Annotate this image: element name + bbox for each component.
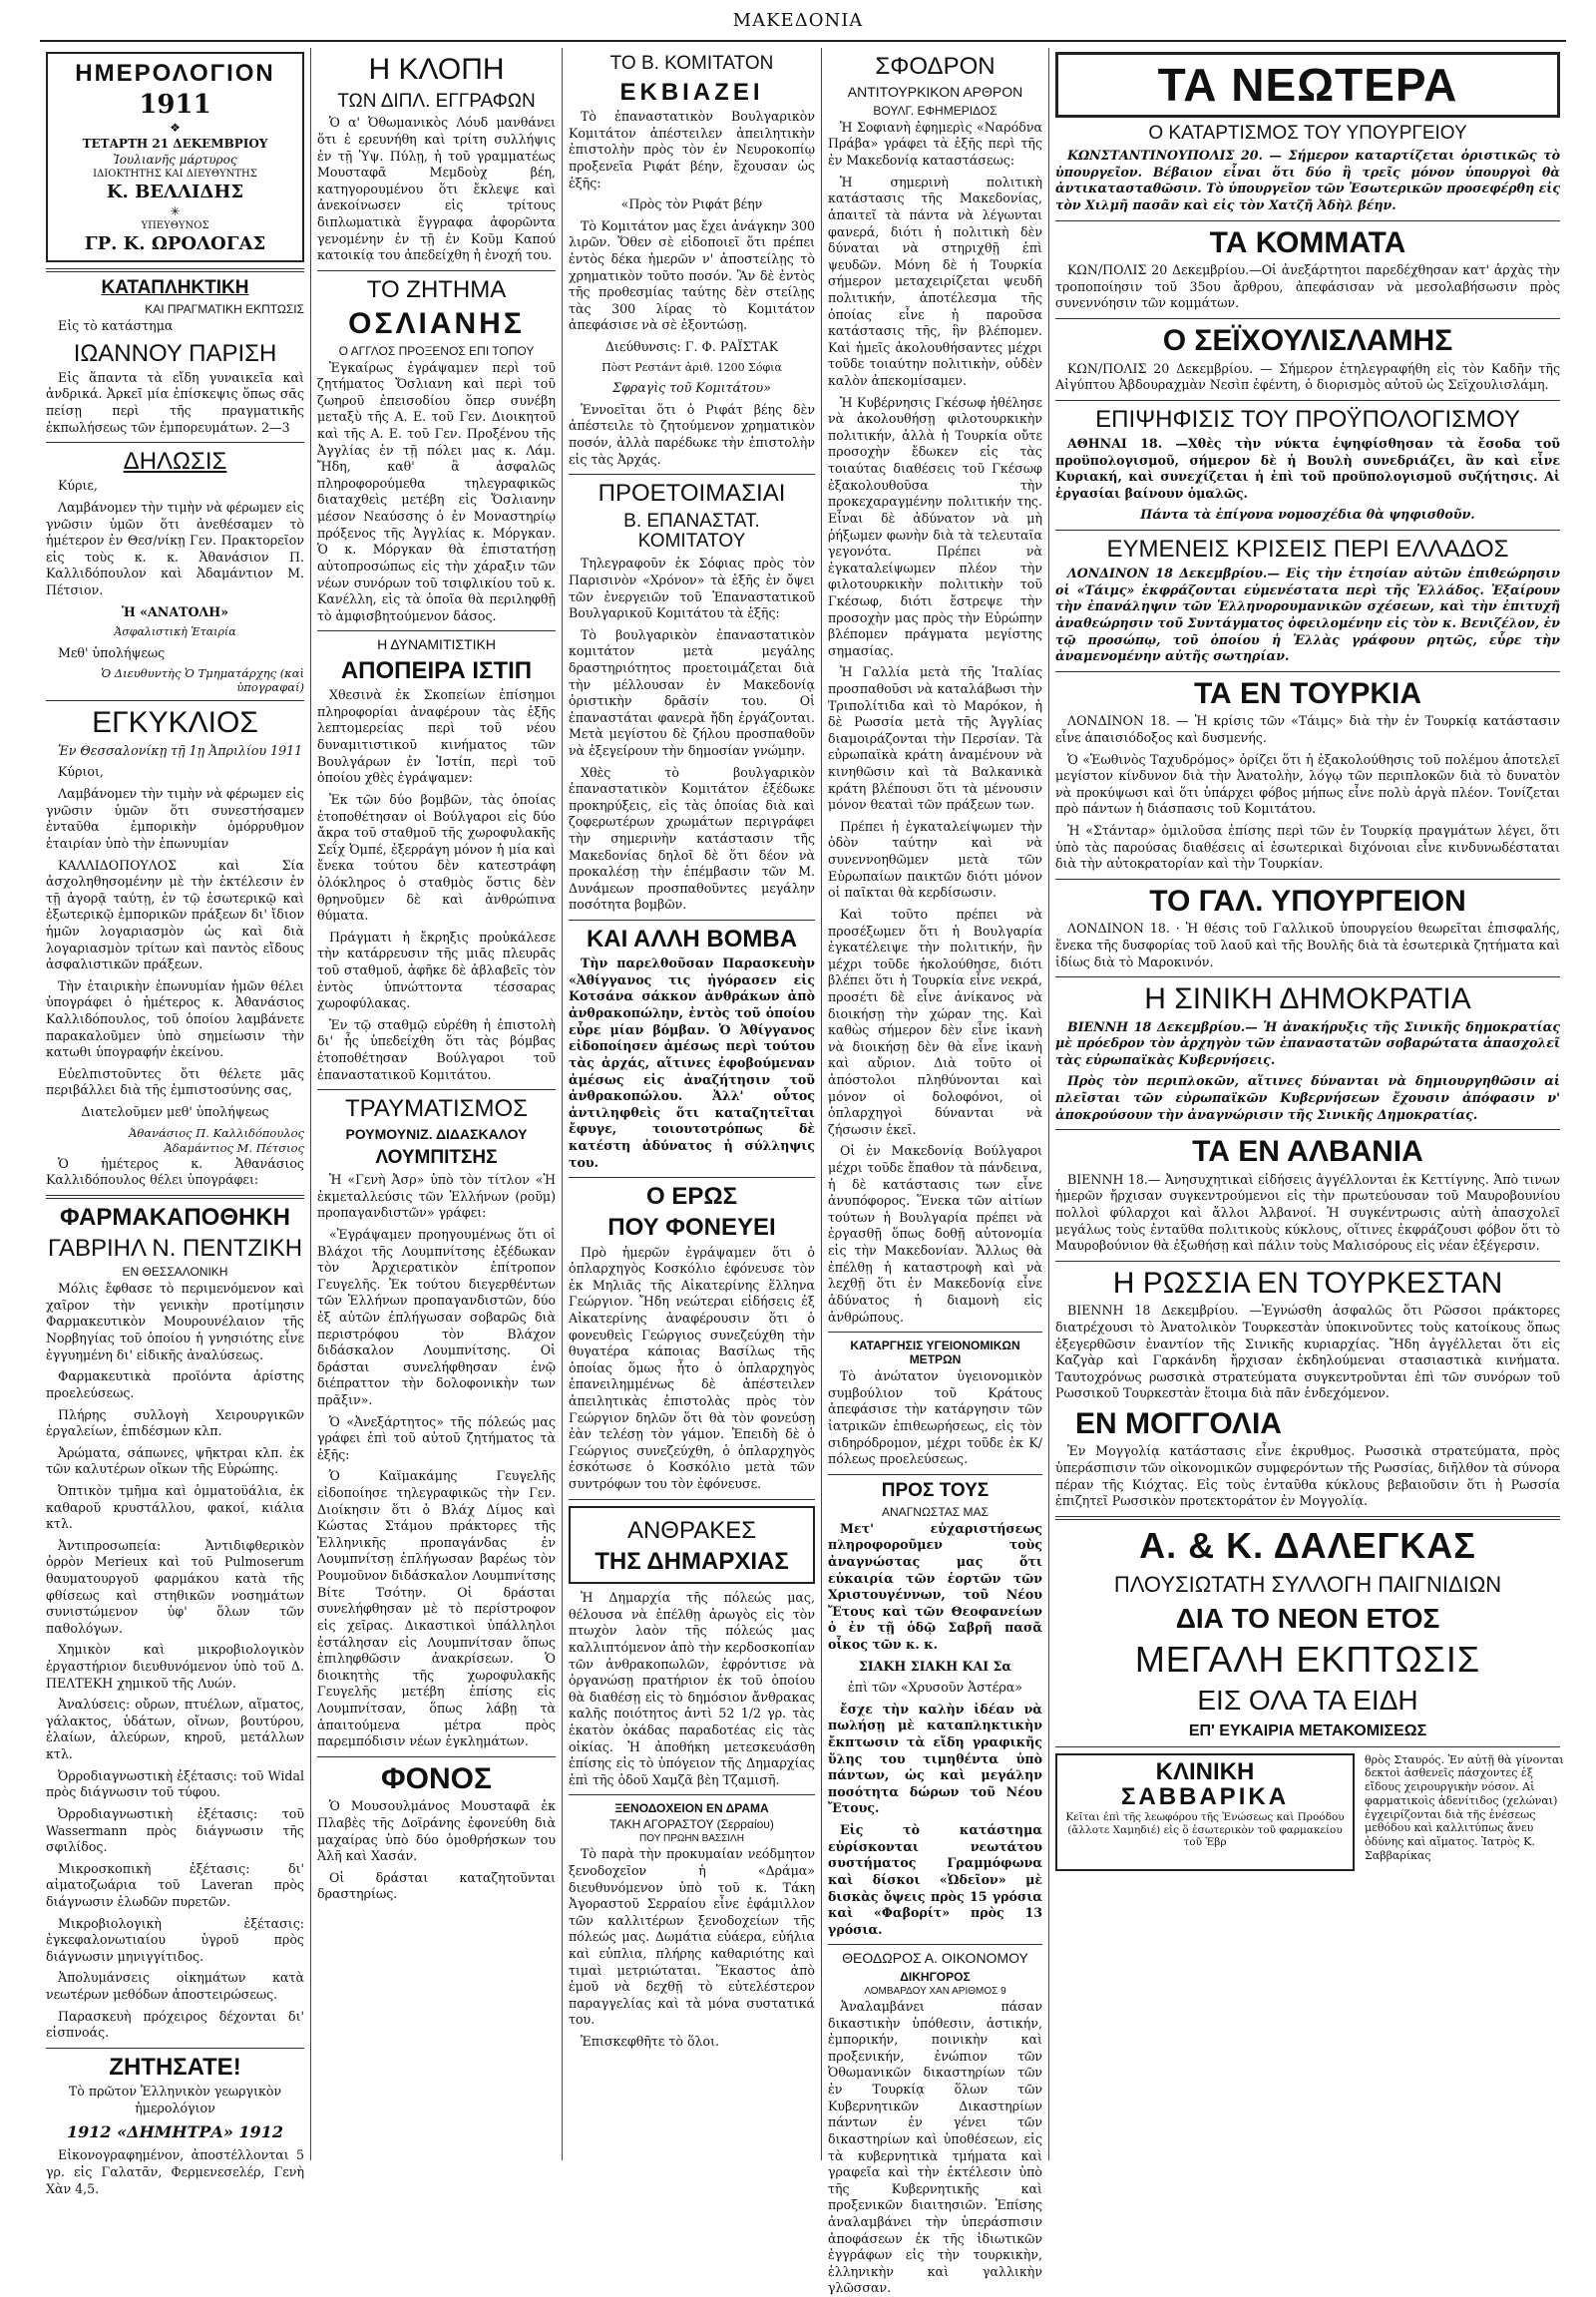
injury-text: Ἡ «Γενὴ Ἀσρ» ὑπὸ τὸν τίτλον «Ἡ ἐκμεταλλεύσις τῶν Ἑλλήνων (ροῦμ) προπαγανδιστῶν» γράφει: [317,1172,556,1221]
ask-title: 1912 «ΔΗΜΗΤΡΑ» 1912 [67,2122,283,2142]
sale-text: Εἰς ἅπαντα τὰ εἴδη γυναικεῖα καὶ ἀνδρικά. Ἀρκεῖ μία ἐπίσκεψις ὅπως σᾶς πείσῃ περὶ τῆς πραγματικῆς ἐκπωλήσεως τῶν ἐμπορευμάτων. 2—3 [46,369,304,435]
divider [46,268,304,272]
pharmacy-text: Φαρμακευτικὰ προϊόντα ἀρίστης προελεύσεως. [46,1368,304,1400]
greece-headline: ΕΥΜΕΝΕΙΣ ΚΡΙΣΕΙΣ ΠΕΡΙ ΕΛΛΑΔΟΣ [1106,535,1509,563]
bomb-text: Τὴν παρελθοῦσαν Παρασκευὴν «Ἀθίγγανος τις ἠγόρασεν εἰς Κοτσάνα σάκκον ἀνθράκων ἀπὸ ἀνθρακοπώλην, ἐντὸς τοῦ ὁποίου εὗρε μίαν βόμβαν. Ὁ Ἀθίγγανος εἰδοποίησεν ἀμέσως περὶ τούτου τὰς ἀρχάς, αἵτινες ἐφοβούμεναν ἀμέσως εἰς ἀναζήτησιν τοῦ ἀνθρακοπώλου. Ἀλλ' οὗτος ἀντιληφθεὶς ὅτι καταζητεῖται ἔφυγε, τοιουτοτρόπως δὲ κατέστη ἀδύνατος ἡ σύλληψις του. [569,956,815,1170]
divider [1055,220,1560,221]
readers-subheadline: ΑΝΑΓΝΩΣΤΑΣ ΜΑΣ [882,1504,989,1519]
extortion-text: Διεύθυνσις: Γ. Φ. ΡΑΪΣΤΑΚ [604,339,779,355]
hotel-headline: ΞΕΝΟΔΟΧΕΙΟΝ ΕΝ ΔΡΑΜΑ [614,1801,769,1816]
oslianis-subheadline-2: Ο ΑΓΓΛΟΣ ΠΡΟΞΕΝΟΣ ΕΠΙ ΤΟΠΟΥ [338,343,535,358]
divider [1055,976,1560,977]
preparations-subheadline: Β. ΕΠΑΝΑΣΤΑΤ. ΚΟΜΙΤΑΤΟΥ [623,511,760,553]
pharmacy-text: Πλήρης συλλογὴ Χειρουργικῶν ἐργαλείων, ἐπιδέσμων κλπ. [46,1406,304,1439]
owner-label: ΙΔΙΟΚΤΗΤΗΣ ΚΑΙ ΔΙΕΥΘΥΝΤΗΣ [93,169,257,180]
injury-headline: ΤΡΑΥΜΑΤΙΣΜΟΣ [345,1095,528,1123]
divider [1055,1516,1560,1520]
dynamite-text: Χθεσινὰ ἐκ Σκοπείων ἐπίσημοι πληροφορίαι ἀναφέρουν τὰς ἑξῆς λεπτομερείας περὶ τοῦ νέου δυναμιτιστικοῦ κινήματος τῶν Βουλγάρων ἐν Ἰστίπ, περὶ τοῦ ὁποίου χθὲς ἐγράψαμεν: [317,687,556,786]
french-ministry-headline: ΤΟ ΓΑΛ. ΥΠΟΥΡΓΕΙΟΝ [1149,884,1466,918]
circular-signature: Ἀθανάσιος Π. Καλλιδόπουλος [129,1125,304,1140]
calendar-title: ΗΜΕΡΟΛΟΓΙΟΝ [75,60,275,87]
injury-text: Ὁ «Ἀνεξάρτητος» τῆς πόλεώς μας γράφει ἐπὶ τοῦ αὐτοῦ ζητήματος τὰ ἑξῆς: [317,1413,556,1462]
turkey-text: Ἡ «Στάνταρ» ὁμιλοῦσα ἐπίσης περὶ τῶν ἐν Τουρκίᾳ πραγμάτων λέγει, ὅτι ὑπὸ τὰς παρούσας διαθέσεις αἱ ἐσωτερικαὶ διχόνοιαι εἶνε κινδυνωδέσταται διὰ τὴν αὐτοκρατορίαν καὶ τὴν Τουρκίαν. [1055,822,1560,872]
lawyer-text: Ἀναλαμβάνει πάσαν δικαστικὴν ὑπόθεσιν, ἀστικήν, ἐμπορικήν, ποινικὴν καὶ προξενικήν, ἐνώπιον τῶν Ὀθωμανικῶν δικαστηρίων τῶν ἐν Τουρκίᾳ ὅλων τῶν Κυβερνητικῶν Δικαστηρίων πάντων ἐν γένει τῶν δικαστηρίων καὶ ὑποθέσεων, εἰς τὰ κυβερνητικὰ τμήματα καὶ γραφεῖα καὶ τὴν ἐκτέλεσιν ὑπὸ τῆς Κυβερνητικῆς καὶ προξενικῶν διαιτησιῶν. Ἐπίσης ἀναλαμβάνει τὴν ὑπεράσπισιν ἀποφάσεων ἐκ τῆς ἰδιωτικῶν ἐγγράφων εἰς τὴν τουρκικὴν, ἑλληνικὴν καὶ γαλλικὴν γλῶσσαν. [828,1999,1042,2296]
declaration-salutation: Κύριε, [58,478,98,494]
ad-line: ΕΠ' ΕΥΚΑΙΡΙΑ ΜΕΤΑΚΟΜΙΣΕΩΣ [1188,1722,1427,1739]
pharmacy-headline: ΦΑΡΜΑΚΑΠΟΘΗΚΗ [59,1203,291,1231]
preparations-text: Τὸ βουλγαρικὸν ἐπαναστατικὸν κομιτάτον μετὰ μεγάλης δραστηριότητος προετοιμάζεται διὰ τὴν μέλλουσαν ἐν Μακεδονίᾳ ὁριστικὴν δρᾶσίν του. Οἱ ἐπαναστάται φανερὰ ἤδη ἐργάζονται. Μετὰ μεγίστου δὲ ζήλου προσπαθοῦν νὰ ἐξεγείρουν τὴν δημοσίαν γνώμην. [569,626,815,758]
owner-name: Κ. ΒΕΛΛΙΔΗΣ [106,182,244,202]
albania-headline: ΤΑ ΕΝ ΑΛΒΑΝΙΑ [1192,1135,1423,1169]
extortion-subheadline: ΕΚΒΙΑΖΕΙ [619,78,764,106]
dynamite-text: Πράγματι ἡ ἔκρηξις προὐκάλεσε τὴν κατάρρευσιν τῆς μιᾶς πλευρᾶς τοῦ σταθμοῦ, ἀφῆκε δὲ ἀβλαβεῖς τὸν ἐντὸς ὑπνώττοντα τέσσαρας χωροφύλακας. [317,929,556,1011]
mongolia-headline: ΕΝ ΜΟΓΓΟΛΙΑ [1075,1406,1282,1440]
lawyer-name: ΘΕΟΔΩΡΟΣ Α. ΟΙΚΟΝΟΜΟΥ [842,1950,1028,1967]
theft-headline: Η ΚΛΟΠΗ [368,53,505,86]
lawyer-address: ΛΟΜΒΑΡΔΟΥ ΧΑΝ ΑΡΙΘΜΟΣ 9 [864,1986,1006,1998]
calendar-date: ΤΕΤΑΡΤΗ 21 ΔΕΚΕΜΒΡΙΟΥ [82,137,268,151]
column-1 [40,48,311,2196]
preparations-text: Χθὲς τὸ βουλγαρικὸν ἐπαναστατικὸν Κομιτάτον ἐξέδωκε προκηρύξεις, εἰς τὰς ὁποίας διὰ καὶ ζοφερωτέρων χρωμάτων περιγράφει τὴν σημερινὴν κατάστασιν τῆς Μακεδονίας δηλοῖ δὲ ὅτι δέον νὰ προκαλέσῃ τὴν ἐπέμβασιν τῶν Μ. Δυνάμεων προσπαθοῦντες μεγάλην ποσότητα βομβῶν. [569,764,815,913]
extortion-text: Σφραγὶς τοῦ Κομιτάτου» [612,380,771,396]
hotel-subheadline-2: ΠΟΥ ΠΡΩΗΝ ΒΑΣΣΙΛΗ [639,1833,744,1845]
extortion-text: «Πρὸς τὸν Ριφάτ βέην [620,196,763,212]
clinic-text-right: θρὸς Σταυρός. Ἐν αὐτῇ θὰ γίνονται δεκτοὶ ἀσθενεῖς πάσχοντες ἐξ εἴδους χειρουργικὴν νόσον. Αἱ φαρματικοὶς ἀδενίτιδος (χελώναι) ἐγχειρίζονται διὰ τῆς ἐνέσεως μεθόδου καὶ καλλιτύπως ἄνευ ὁδύνης καὶ αἵματος. Ἰατρὸς Κ. Σαββαρίκας [1365,1752,1564,1862]
divider [317,1089,556,1090]
article-subheadline-2: ΒΟΥΛΓ. ΕΦΗΜΕΡΙΔΟΣ [873,103,998,118]
divider [1055,1746,1560,1747]
pharmacy-text: Ὀπτικὸν τμῆμα καὶ ὁμματοϋάλια, ἐκ καθαροῦ κρυστάλλου, φακοί, κιάλια κτλ. [46,1482,304,1532]
extortion-text: Ἐννοεῖται ὅτι ὁ Ριφάτ βέης δὲν ἀπέστειλε τὸ ζητούμενον χρηματικὸν ποσόν, ἀλλὰ παρέδωκε τὴν ἐπιστολὴν εἰς τὰς Ἀρχάς. [569,401,815,467]
ornament-icon: ❖ [170,121,181,135]
ad-company: Α. & Κ. ΔΑΛΕΓΚΑΣ [1139,1524,1476,1566]
bomb-headline: ΚΑΙ ΑΛΛΗ ΒΟΜΒΑ [586,926,798,954]
calendar-year: 1911 [139,90,211,120]
latest-headline: ΤΑ ΝΕΩΤΕΡΑ [1157,59,1458,111]
turkey-text: Ὁ «Ἑωθινὸς Ταχυδρόμος» ὁρίζει ὅτι ἡ ἐξακολούθησις τοῦ πολέμου ἀποτελεῖ μεγίστον κίνδυνον διὰ τὴν Ἀνατολὴν, λόγῳ τῶν περιπλοκῶν διὰ τὸ δυνατὸν νὰ προκύψωσι καὶ ὅτι ὑπάρχει φόβος μήπως εἶνε πολὺ ἀργὰ πλέον. Τονίζεται πρὸ πάντων ἡ διάσπασις τοῦ Κομιτάτου. [1055,751,1560,817]
article-text: Ἡ Κυβέρνησις Γκέσωφ ἠθέλησε νὰ ἀκολουθήσῃ φιλοτουρκικὴν πολιτικήν, ἀλλὰ ἡ Τουρκία οὔτε προσοχὴν ἔδωκεν εἰς τὰς τοιαύτας διαθέσεις τοῦ Γκέσωφ ἐξακολουθοῦσα τὴν προκεχαραγμένην πολιτικήν της. Εἶναι δὲ ἀδύνατον νὰ μὴ ῥήξωμεν φωνὴν διὰ τὰ τελευταῖα γεγονότα. Πρέπει νὰ ἐγκαταλείψωμεν πλέον τὴν φιλοτουρκικὴν πολιτικὴν τοῦ Γκέσωφ, διότι ἔστρεψε τὴν προσοχὴν μας πρὸς τὴν Εὐρώπην βλέπομεν πράγματα μεγίστης σημασίας. [828,394,1042,658]
divider [46,2048,304,2049]
article-subheadline: ΑΝΤΙΤΟΥΡΚΙΚΟΝ ΑΡΘΡΟΝ [847,84,1023,101]
circular-text: Τὴν ἑταιρικὴν ἐπωνυμίαν ἡμῶν θέλει ὑπογράφει ὁ ἡμέτερος κ. Ἀθανάσιος Καλλιδόπουλος, τοῦ ὁποίου λαμβάνετε παρακαλοῦμεν ὑπὸ σημείωσιν τὴν κατωθι ὑπογραφήν ἐκείνου. [46,977,304,1060]
divider [569,1177,815,1178]
pharmacy-text: Μόλις ἔφθασε τὸ περιμενόμενον καὶ χαῖρον τὴν γενικὴν προτίμησιν Φαρμακευτικὸν Μουρουνέλαιον τῆς Νορβηγίας τοῦ ὁποίου ἡ γνησιότης εἶνε ἐγγυημένη δι' εἰδικῆς ἀναλύσεως. [46,1281,304,1362]
coal-headline: ΑΝΘΡΑΚΕΣ [626,1516,757,1544]
pharmacy-text: Ἀναλύσεις: οὔρων, πτυέλων, αἵματος, γάλακτος, ὑδάτων, οἴνων, βουτύρου, ἐλαίων, ἀλεύρων, κηροῦ, μετάλλων κτλ. [46,1697,304,1762]
divider [1055,671,1560,672]
calendar-box [46,52,304,262]
divider [1055,318,1560,319]
coal-text: Ἡ Δημαρχία τῆς πόλεώς μας, θέλουσα νὰ ἐπέλθῃ ἀρωγὸς εἰς τὸν πτωχὸν λαὸν τῆς πόλεώς μας καλλιπτόμενον ἀπὸ τὴν κερδοσκοπίαν τῶν ἀνθρακοπωλῶν, ἐφρόντισε νὰ ὀργανώσῃ πρατήριον ἐκ τοῦ ὁποίου θὰ διαθέσῃ εἰς τὸ δημόσιον ἄνθρακας καλῆς ποιότητος ἀντὶ 52 1/2 γρ. τὰς ἑκατὸν ὀκάδας παραδοτέας εἰς τὰς οἰκίας. Ἡ ἀποθήκη μετεσκευάσθη ἐπίσης εἰς τὸ ὑπόγειον τῆς Δημαρχίας ἐπὶ τῆς ὁδοῦ Χαμζᾶ βὲη Τζαμισῆ. [569,1590,815,1787]
responsible-name: ΓΡ. Κ. ΩΡΟΛΟΓΑΣ [84,233,266,254]
divider [828,1332,1042,1333]
ad-line: ΕΙΣ ΟΛΑ ΤΑ ΕΙΔΗ [1197,1684,1418,1716]
clinic-box [1055,1753,1355,1871]
murder-text: Οἱ δράσται καταζητοῦνται δραστηρίως. [317,1869,556,1902]
circular-text: Ὁ ἡμέτερος κ. Ἀθανάσιος Καλλιδόπουλος θέλει ὑπογράφει: [46,1155,304,1188]
divider [1055,530,1560,531]
parties-headline: ΤΑ ΚΟΜΜΑΤΑ [1209,225,1406,259]
turkestan-text: ΒΙΕΝΝΗ 18 Δεκεμβρίου. —Ἐγνώσθη ἀσφαλῶς ὅτι Ρῶσσοι πράκτορες διατρέχουσι τὸ Ἀνατολικὸν Τουρκεστὰν ὑποκινοῦντες τοὺς κατοίκους ὅπως ἐξεγερθῶσιν ἐναντίον τῆς Σινικῆς κυριαρχίας. Ἤδη ἀγγέλλεται ὅτι εἰς Καζγὰρ καὶ Γαρκάνδη ἤρχισαν ἐκδηλούμεναι στασιαστικὰ κινήματα. Ταυτοχρόνως ρωσσικὰ στρατεύματα συγκεντροῦνται ἐπὶ τῶν συνόρων τοῦ Ρωσσικοῦ Τουρκεστὰν ἕτοιμα διὰ πᾶν ἐνδεχόμενον. [1055,1303,1560,1401]
dynamite-text: Ἐκ τῶν δύο βομβῶν, τὰς ὁποίας ἐτοποθέτησαν οἱ Βούλγαροι εἰς δύο ἄκρα τοῦ σταθμοῦ τῆς χωροφυλακῆς Σεΐχ Ὀμπέ, ἐξερράγη μόνον ἡ μία καὶ ἔνεκα τούτου δὲν κατεστράφη ὁλόκληρος ὁ σταθμὸς ὅστις δὲν θρηνοῦμεν δὲ καὶ ἀνθρώπινα θύματα. [317,791,556,924]
pharmacy-text: Ἀντιπροσωπεία: Ἀντιδιφθερικὸν ὀρρὸν Merieux καὶ τοῦ Pulmoserum θαυματουργοῦ φαρμάκου κατὰ τῆς φθίσεως καὶ στηθικῶν νοσημάτων συνιστώμενον ὑφ' ὅλων τῶν παθολόγων. [46,1537,304,1636]
pharmacy-text: Μικροβιολογικὴ ἐξέτασις: ἐγκεφαλονωτιαίου ὑγροῦ πρὸς διάγνωσιν μηνιγγίτιδος. [46,1915,304,1964]
lawyer-title: ΔΙΚΗΓΟΡΟΣ [900,1970,971,1985]
love-text: Πρὸ ἡμερῶν ἐγράψαμεν ὅτι ὁ ὁπλαρχηγὸς Κοσκόλιο ἐφόνευσε τὸν ἐκ Μηλιᾶς τῆς Αἰκατερίνης ἕλληνα Γεώργιον. Ἤδη νεώτεραι εἰδήσεις ἐξ Αἰκατερίνης ἀναφέρουσιν ὅτι ὁ φονευθεὶς Γεώργιος συνεζεύχθη τὴν θυγατέρα κάποιας Βασίλως τῆς ὁποίας ὅμως ἦτο ὁ ὁπλαρχηγὸς ἐπανειλημμένως δὲ ἀπέστειλεν ἀπειλητικὰς ἐπιστολὰς πρὸς τὸν Γεώργιον δηλῶν ὅτι θὰ τὸν φονεύσῃ ἐὰν τελέσῃ τὸν γάμον. Ἐπειδὴ δὲ ὁ Γεώργιος συνεζεύχθη, ὁ ὁπλαρχηγὸς ἐσκότωσε ὁ Κοσκόλιο μετὰ τῶν συντρόφων του τὸν ἐφόνευσε. [569,1244,815,1492]
sale-shop: ΙΩΑΝΝΟΥ ΠΑΡΙΣΗ [73,339,277,367]
divider [569,474,815,475]
oslianis-text: Ἐγκαίρως ἐγράψαμεν περὶ τοῦ ζητήματος Ὄσλιανη καὶ περὶ τοῦ ζωηροῦ ἐπεισοδίου ὅπερ συνέβη μεταξὺ τῆς Α. Ε. τοῦ Γεν. Διοικητοῦ καὶ τῆς Α. Ε. τοῦ Γεν. Προξένου τῆς Ἀγγλίας ἐν τῇ πόλει μας κ. Λάμ. Ἤδη, καθ' ἃ ἀσφαλῶς πληροφορούμεθα τηλεγραφικῶς διαταχθεὶς μετέβη εἰς Ὄσλιανην μέσον Νεαύσσης ὁ ἐν Μοναστηρίῳ πρόξενος τῆς Ἀγγλίας κ. Μόργκαν. Ὁ κ. Μόργκαν θὰ ἐπιστατήσῃ αὐτοπροσώπως εἰς τὴν χάραξιν τῶν νέων συνόρων τοῦ τσιφλικίου τοῦ κ. Κανέλλη, εἰς τὰ ὁποῖα θὰ περιληφθῇ τὸ ἀμφισβητούμενον δάσος. [317,359,556,623]
sheikh-text: ΚΩΝ/ΠΟΛΙΣ 20 Δεκεμβρίου. — Σήμερον ἐτηλεγραφήθη εἰς τὸν Καδῆν τῆς Αἰγύπτου Ἀβδουραχμὰν Νεσὶπ ἐφέντη, ὁ διορισμὸς αὐτοῦ ὡς Σεϊχουλισλάμη. [1055,360,1560,393]
extortion-text: Τὸ Κομιτάτον μας ἔχει ἀνάγκην 300 λιρῶν. Ὅθεν σὲ εἰδοποιεῖ ὅτι πρέπει ἐντὸς δέκα ἡμερῶν ν' ἀποστείλῃς τὸ χρηματικὸν τοῦτο ποσόν. Ἂν δὲ ἐντὸς τῆς προθεσμίας ταύτης δὲν στείλῃς τὰς 300 λίρας τὸ Κομιτάτον ἀπεφάσισε νὰ σὲ ἐξοντώσῃ. [569,217,815,333]
declaration-signature: Ὁ Διευθυντὴς Ὁ Τμηματάρχης (καὶ ὑπογραφαί) [101,666,304,695]
divider [46,442,304,443]
preparations-text: Τηλεγραφοῦν ἐκ Σόφιας πρὸς τὸν Παρισινὸν «Χρόνον» τὰ ἑξῆς ἐν ὄψει τῶν ἐνεργειῶν τοῦ Ἐπαναστατικοῦ Βουλγαρικοῦ Κομιτάτου τὰ ἑξῆς: [569,556,815,621]
sale-at: Εἰς τὸ κατάστημα [58,317,174,333]
circular-headline: ΕΓΚΥΚΛΙΟΣ [92,706,258,740]
divider [828,1944,1042,1945]
clinic-text: Κεῖται ἐπὶ τῆς λεωφόρου τῆς Ἐνώσεως καὶ Προόδου (ἄλλοτε Χαμηδιέ) εἰς ὃ ἐσωτερικὸν τοῦ φαρμακείου τοῦ Ἐβρ [1065,1811,1345,1849]
column-4 [822,48,1049,2296]
article-text: Πρέπει ἡ ἐγκαταλείψωμεν τὴν ὁδὸν ταύτην καὶ νὰ συνεννοηθῶμεν μετὰ τῶν Εὐρωπαίων παικτῶν διότι μόνον οἱ παῖκται θὰ κερδίσωσιν. [828,818,1042,901]
injury-text: Ὁ Καϊμακάμης Γευγελῆς εἰδοποίησε τηλεγραφικῶς τὴν Γεν. Διοίκησιν ὅτι ὁ Βλάχ Δίμος καὶ Κώστας Στάμου πράκτορες τῆς Ἑλληνικῆς προπαγάνδας ἐν Λουμπνίτσῃ ἐπλήγωσαν βαρέως τὸν Ρουμοῦνον διδάσκαλον Λουμπνίτσης Βίτε Τσότην. Οἱ δράσται συνελήφθησαν μὲ τὸ περίστροφον εἰς χεῖρας. Δικαστικοὶ ὑπάλληλοι ἐστάλησαν εἰς Λουμπνίτσαν ὅπως ἐπιληφθῶσιν ἀνακρίσεων. Ὁ διοικητὴς τῆς χωροφυλακῆς Γευγελῆς μετέβη ἐπίσης εἰς Λουμπνίτσαν, ὅπως λάβῃ τὰ ἀπαιτούμενα μέτρα πρὸς παρεμπόδισιν νέων ἐγκλημάτων. [317,1468,556,1749]
greece-text: ΛΟΝΔΙΝΟΝ 18 Δεκεμβρίου.— Εἰς τὴν ἑτησίαν αὐτῶν ἐπιθεώρησιν οἱ «Τάιμς» ἐκφράζονται εὐμενέστατα περὶ τῆς Ἑλλάδος. Ἐξαίρουν τὴν ἐπανάληψιν τῶν Ἑλληνορουμανικῶν σχέσεων, καὶ τὴν ἐπιτυχῆ ἀναθεώρησιν τοῦ Συντάγματος ὀφειλομένην εἰς τὸν κ. Βενιζέλον, ἐν τῷ προσώπῳ, τοῦ ὁποίου ἡ Ἑλλὰς γράφουν ρητῶς, εὗρε τὴν ἀναμενομένην αὐτῆς σωτηρίαν. [1055,566,1560,664]
circular-closing: Διατελοῦμεν μεθ' ὑπολήψεως [81,1104,269,1120]
readers-text: ἐπὶ τῶν «Χρυσοῦν Ἀστέρα» [848,1680,1022,1696]
article-text: Ἡ Γαλλία μετὰ τῆς Ἰταλίας προσπαθοῦσι νὰ καταλάβωσι τὴν Τριπολίτιδα καὶ τὸ Μαρόκον, ἡ δὲ Ρωσσία μετὰ τῆς Ἀγγλίας διαμοιράζονται τὴν Περσίαν. Τὰ εὐρωπαϊκὰ κράτη ἀναμένουν νὰ κινηθῶσιν καὶ τὰ Βαλκανικὰ κράτη βλέπουσι ὅτι τὰ μένουσιν μόνον θεαταὶ τῶν πράξεων των. [828,664,1042,813]
coal-box [569,1506,815,1584]
health-text: Τὸ ἀνώτατον ὑγειονομικὸν συμβούλιον τοῦ Κράτους ἀπεφάσισε τὴν κατάργησιν τῶν ἰατρικῶν ἐπιθεωρήσεως, εἰς τὸν σιδηρόδρομον, μέχρι τοῦδε ἐκ Κ/πόλεως προελεύσεως. [828,1368,1042,1467]
sale-subheadline: ΚΑΙ ΠΡΑΓΜΑΤΙΚΗ ΕΚΠΤΩΣΙΣ [145,301,304,316]
article-text: Ἡ σημερινὴ πολιτικὴ κατάστασις τῆς Μακεδονίας, ἀπαιτεῖ τὰ πάντα νὰ λέγωνται φανερά, διότι ἡ πολιτικὴ δὲν δύναται νὰ στηριχθῇ ἐπὶ ψευδῶν. Μόνη δὲ ἡ Τουρκία σήμερον μεταχειρίζεται ψευδῆ πολιτικήν, ἀποτέλεσμα τῆς ὁποίας εἶνε ἡ παροῦσα κατάστασις τῆς, ἣν βλέπομεν. Καὶ ἡμεῖς ἀκολουθήσαντες μέχρι τοῦδε τοιαύτην πολιτικὴν, οὐδὲν καλὸν ἀπεκομίσαμεν. [828,174,1042,389]
readers-text: Εἰς τὸ κατάστημα εὑρίσκονται νεωτάτου συστήματος Γραμμόφωνα καὶ δίσκοι «Ὠδεῖον» μὲ δισκὰς ὄψεις πρὸς 15 γρόσια καὶ «Φαβορίτ» πρὸς 13 γρόσια. [828,1822,1042,1937]
clinic-title: ΚΛΙΝΙΚΗ [1155,1757,1255,1785]
pharmacy-text: Ὀρροδιαγνωστικὴ ἐξέτασις: τοῦ Wassermann πρὸς διάγνωσιν τῆς σφιλίδος. [46,1805,304,1855]
turkestan-headline: Η ΡΩΣΣΙΑ ΕΝ ΤΟΥΡΚΕΣΤΑΝ [1112,1266,1503,1300]
circular-text: ΚΑΛΛΙΔΟΠΟΥΛΟΣ καὶ Σία ἀσχοληθησομένην μὲ τὴν ἐκτέλεσιν ἐν τῇ ἀγορᾷ ταύτῃ, ἐν τῷ ἐσωτερικῷ καὶ ἐξωτερικῷ ἐμπορικῶν πράξεων δι' ἴδιον ἡμῶν λογαριασμὸν ὡς καὶ διὰ λογαριασμὸν τρίτων καὶ παντὸς εἴδους ἀσφαλιστικῶν πράξεων. [46,857,304,972]
divider [569,1499,815,1500]
murder-text: Ὁ Μουσουλμάνος Μουσταφᾶ ἐκ Πλαβὲς τῆς Δοϊράνης ἐφονεύθη διὰ μαχαίρας ὑπὸ δύο ὁμοθρήσκων του Ἀλῆ καὶ Χασάν. [317,1798,556,1864]
budget-headline: ΕΠΙΨΗΦΙΣΙΣ ΤΟΥ ΠΡΟΫΠΟΛΟΓΙΣΜΟΥ [1095,405,1520,433]
extortion-text: Πὸστ Ρεστάντ ἀριθ. 1200 Σόφια [601,360,782,374]
circular-text: Εὐελπιστοῦντες ὅτι θέλετε μᾶς περιβάλλει διὰ τῆς ἐμπιστοσύνης σας, [46,1065,304,1098]
declaration-text: Λαμβάνομεν τὴν τιμὴν νὰ φέρωμεν εἰς γνῶσιν ὑμῶν ὅτι ἀνεθέσαμεν τὸ ἡμέτερον ἐν Θεσ/νίκῃ Γεν. Πρακτορεῖον εἰς τοὺς κ. κ. Ἀθανάσιον Π. Καλλιδόπουλον καὶ Ἀδαμάντιον Μ. Πέτσιον. [46,499,304,598]
responsible-label: ΥΠΕΥΘΥΝΟΣ [141,220,209,231]
albania-text: ΒΙΕΝΝΗ 18.— Ἀνησυχητικαὶ εἰδήσεις ἀγγέλλονται ἐκ Κεττίγνης. Ἀπὸ τινων ἡμερῶν ἤρχισαν συγκεντρούμενοι εἰς τὴν πρωτεύουσαν τοῦ Μαυροβουνίου πολλοὶ φύλαρχοι καὶ ἄλλοι Ἀλβανοί. Ἡ συγκέντρωσις αὐτὴ ἀπασχολεῖ μεγάλως τοὺς ἐνταῦθα πολιτικοὺς κύκλους, οἵτινες ἐκφράζουσι φόβον ὅτι τὸ Μαυροβούνιον θὰ ἐξωθήσῃ καὶ πάλιν τοὺς Μαλισόρους εἰς νέαν ἐξέγερσιν. [1055,1171,1560,1254]
ad-line: ΠΛΟΥΣΙΩΤΑΤΗ ΣΥΛΛΟΓΗ ΠΑΙΓΝΙΔΙΩΝ [1113,1571,1502,1597]
sale-headline: ΚΑΤΑΠΛΗΚΤΙΚΗ [101,277,249,298]
theft-subheadline: ΤΩΝ ΔΙΠΛ. ΕΓΓΡΑΦΩΝ [337,90,536,112]
declaration-closing: Μεθ' ὑπολήψεως [58,644,166,660]
ad-line: ΔΙΑ ΤΟ ΝΕΟΝ ΕΤΟΣ [1175,1602,1440,1634]
column-3 [563,48,822,2160]
dynamite-headline: Η ΔΥΝΑΜΙΤΙΣΤΙΚΗ [377,636,496,653]
ornament-icon: ✳ [170,204,181,218]
divider [46,700,304,701]
readers-text: Μετ' εὐχαριστήσεως πληροφοροῦμεν τοὺς ἀναγνώστας μας ὅτι εὐκαιρία τῶν ἑορτῶν τῶν Χριστουγέννων, τοῦ Νέου Ἔτους καὶ τῶν Θεοφανείων ὁ ἐν τῇ ὁδῷ Σαβρῆ πασᾶ οἶκος τῶν κ. κ. [828,1520,1042,1652]
pharmacy-text: Ὀρροδιαγνωστικὴ ἐξέτασις: τοῦ Widal πρὸς διάγνωσιν τοῦ τύφου. [46,1767,304,1800]
parties-text: ΚΩΝ/ΠΟΛΙΣ 20 Δεκεμβρίου.—Οἱ ἀνεξάρτητοι παρεδέχθησαν κατ' ἀρχὰς τὴν τροποποίησιν τοῦ 35ου ἄρθρου, ἀπεφάσισαν νὰ μεσολαβήσωσιν πρὸς συνεννόησιν τῶν κομμάτων. [1055,262,1560,311]
love-headline: Ο ΕΡΩΣ [646,1183,737,1211]
sheikh-headline: Ο ΣΕΪΧΟΥΛΙΣΛΑΜΗΣ [1162,324,1453,357]
divider [317,1756,556,1757]
murder-headline: ΦΟΝΟΣ [381,1761,492,1795]
pharmacy-city: ΕΝ ΘΕΣΣΑΛΟΝΙΚΗ [122,1265,228,1280]
oslianis-subheadline: ΟΣΛΙΑΝΗΣ [348,307,525,341]
mongolia-text: Ἐν Μογγολίᾳ κατάστασις εἶνε ἐκρυθμος. Ρωσσικὰ στρατεύματα, πρὸς ὑπεράσπισιν τῶν οἰκονομικῶν συμφερόντων τῆς Ρωσσίας, διῆλθον τὰ σύνορα πέραν τῆς Κιόχτας. Εἰς τοὺς ἐνταῦθα κύκλους βεβαιοῦσιν ὅτι ἡ Ρωσσία ἐπιζητεῖ Ρωσσικὸν προτεκτοράτον ἐν Μογγολίᾳ. [1055,1443,1560,1509]
pharmacy-text: Ἀπολυμάνσεις οἰκημάτων κατὰ νεωτέρων μεθόδων ἀποστειρώσεως. [46,1970,304,2003]
oslianis-headline: ΤΟ ΖΗΤΗΜΑ [366,275,507,303]
cabinet-text: ΚΩΝΣΤΑΝΤΙΝΟΥΠΟΛΙΣ 20. — Σήμερον καταρτίζεται ὁριστικῶς τὸ ὑπουργεῖον. Βέβαιον εἶναι ὅτι δύο ἢ τρεῖς μόνον ὑπουργοὶ θὰ ἀντικατασταθῶσιν. Τὸ ὑπουργεῖον τῶν Ἐσωτερικῶν προσεφέρθη εἰς τὸν Χιλμῆ πασᾶν καὶ εἰς τὸν Χατζῆ Ἀδὴλ βέην. [1055,148,1560,213]
china-text: ΒΙΕΝΝΗ 18 Δεκεμβρίου.— Ἡ ἀνακήρυξις τῆς Σινικῆς δημοκρατίας μὲ πρόεδρον τὸν ἀρχηγὸν τῶν ἐπαναστατῶν σοβαρώτατα ἀπασχολεῖ τὰς εὐρωπαϊκὰς Κυβερνήσεις. [1055,1018,1560,1067]
extortion-text: Τὸ ἐπαναστατικὸν Βουλγαρικὸν Κομιτάτον ἀπέστειλεν ἀπειλητικὴν ἐπιστολὴν πρὸς τὸν ἐν Νευροκοπίῳ προξενεῖα Ριφάτ βέην, ἔχουσαν ὡς ἑξῆς: [569,109,815,191]
pharmacy-text: Παρασκευὴ πρόχειρος δέχονται δι' εἰσπνοάς. [46,2008,304,2041]
china-text: Πρὸς τὸν περιπλοκῶν, αἵτινες δύνανται νὰ δημιουργηθῶσιν αἱ πλεῖσται τῶν εὐρωπαϊκῶν Κυβερνήσεων ἔχουσιν ἀπόφασιν ν' ἀποκρούσουν τὴν ἀναγνώρισιν τῆς Σινικῆς Δημοκρατίας. [1055,1073,1560,1122]
budget-text: ΑΘΗΝΑΙ 18. —Χθὲς τὴν νύκτα ἐψηφίσθησαν τὰ ἔσοδα τοῦ προϋπολογισμοῦ, σήμερον δὲ ἡ Βουλὴ συνεδριάζει, ἂν καὶ εἶνε Κυριακή, καὶ συνεχίζεται ἡ ἐπὶ τοῦ προϋπολογισμοῦ συζήτησις. Αἱ ἐργασίαι βαίνουν ὁμαλῶς. [1055,435,1560,501]
clinic-name: ΣΑΒΒΑΡΙΚΑ [1120,1782,1290,1810]
article-headline: ΣΦΟΔΡΟΝ [875,53,996,80]
divider [317,270,556,271]
circular-text: Λαμβάνομεν τὴν τιμὴν νὰ φέρωμεν εἰς γνῶσιν ὑμῶν ὅτι συνεστήσαμεν ἐνταῦθα ἐμπορικὴν ὁμόρρυθμον ἑταιρίαν ὑπὸ τὴν ἐπωνυμίαν [46,786,304,851]
pharmacy-text: Ἀρώματα, σάπωνες, ψῆκτραι κλπ. ἐκ τῶν καλυτέρων οἴκων τῆς Εὐρώπης. [46,1444,304,1477]
ask-text: Τὸ πρῶτον Ἑλληνικὸν γεωργικὸν ἡμερολόγιον [68,2084,282,2115]
budget-text-2: Πάντα τὰ ἐπίγονα νομοσχέδια θὰ ψηφισθοῦν. [1140,507,1475,523]
pharmacy-text: Χημικὸν καὶ μικροβιολογικὸν ἐργαστήριον διευθυνόμενον ὑπὸ τοῦ Δ. ΠΕΛΤΕΚΗ χημικοῦ τῆς Λυών. [46,1642,304,1691]
injury-subheadline-2: ΛΟΥΜΠΙΤΣΗΣ [375,1147,498,1169]
ask-text: Εἰκονογραφημένον, ἀποστέλλονται 5 γρ. εἰς Γαλατᾶν, Φερμενεσελέρ, Γενὴ Χὰν 4,5. [46,2147,304,2196]
article-text: Οἱ ἐν Μακεδονίᾳ Βούλγαροι μέχρι τοῦδε ἔπαθον τὰ πάνδεινα, ἡ δὲ κατάστασις των εἶνε ἀνυπόφορος. Ἕνεκα τῶν αἰτίων τούτων ἡ Βουλγαρία πρέπει νὰ ἐργασθῇ ὅπως δοθῇ αὐτονομία εἰς τὴν Μακεδονίαν. Ἄλλως θὰ ἐπέλθῃ ἡ καταστροφὴ καὶ νὰ λεχθῇ ὅτι ἐν Μακεδονίᾳ εἶνε ἀδύνατος ἡ διαμονὴ εἰς ἀνθρώπους. [828,1143,1042,1325]
divider [569,1794,815,1795]
latest-box [1055,52,1560,118]
divider [828,1474,1042,1475]
article-text: Ἡ Σοφιανὴ ἐφημερὶς «Ναρόδνα Πράβα» γράφει τὰ ἑξῆς περὶ τῆς ἐν Μακεδονίᾳ καταστάσεως: [828,119,1042,169]
divider [1055,1261,1560,1262]
french-ministry-text: ΛΟΝΔΙΝΟΝ 18. · Ἡ θέσις τοῦ Γαλλικοῦ ὑπουργείου θεωρεῖται ἐπισφαλής, ἕνεκα τῆς δυσφορίας τοῦ λαοῦ καὶ τῆς Βουλῆς διὰ τὰ ἐσωτερικὰ ζητήματα καὶ ἰδίως διὰ τὸ Μαροκινόν. [1055,921,1560,969]
calendar-saint: Ἰουλιανῆς μάρτυρος [113,153,237,167]
readers-text: ἔσχε τὴν καλὴν ἰδέαν νὰ πωλήσῃ μὲ καταπληκτικὴν ἔκπτωσιν τὰ εἴδη γραφικῆς ὕλης του τιμηθέντα ὑπὸ πάντων, ὡς καὶ μεγάλην ποσότητα δώρων τοῦ Νέου Ἔτους. [828,1701,1042,1816]
masthead-title: ΜΑΚΕΔΟΝΙΑ [732,10,864,31]
turkey-text: ΛΟΝΔΙΝΟΝ 18. — Ἡ κρίσις τῶν «Τάιμς» διὰ τὴν ἐν Τουρκίᾳ κατάστασιν εἶνε ἀπαισιόδοξος καὶ δυσμενής. [1055,713,1560,745]
pharmacy-name: ΓΑΒΡΙΗΛ Ν. ΠΕΝΤΖΙΚΗ [47,1235,303,1263]
hotel-subheadline: ΤΑΚΗ ΑΓΟΡΑΣΤΟΥ (Σερραίου) [609,1817,774,1832]
divider [1055,1129,1560,1130]
injury-subheadline: ΡΟΥΜΟΥΝΙΖ. ΔΙΔΑΣΚΑΛΟΥ [345,1126,528,1143]
ad-line: ΜΕΓΑΛΗ ΕΚΠΤΩΣΙΣ [1134,1639,1481,1681]
ask-headline: ΖΗΤΗΣΑΤΕ! [109,2053,241,2081]
extortion-headline: ΤΟ Β. ΚΟΜΙΤΑΤΟΝ [609,53,774,74]
health-headline: ΚΑΤΑΡΓΗΣΙΣ ΥΓΕΙΟΝΟΜΙΚΩΝ ΜΕΤΡΩΝ [850,1339,1020,1367]
divider [1055,879,1560,880]
readers-shop: ΣΙΑΚΗ ΣΙΑΚΗ ΚΑΙ Σα [858,1658,1012,1674]
theft-text: Ὁ α' Ὀθωμανικὸς Λόυδ μανθάνει ὅτι ἐ ερευνήθη καὶ τρίτη συλλήψις ἐν τῇ Ὑψ. Πύλῃ, ἡ τοῦ γραμματέως Μουσταφᾶ Μεμδοὺχ βέη, κατηγορουμένου ὅτι ἔκλεψε καὶ ἀνεκοίνωσεν εἰς τρίτους διπλωματικὰ ἔγγραφα ἀφορῶντα γενομένην ἐν τῇ ἐν Κοῦμ Καπού κατοικίᾳ του ἀπεδείχθη ἡ ἐνοχή του. [317,115,556,263]
column-5 [1049,48,1566,2160]
column-2 [311,48,563,2160]
divider [1055,400,1560,401]
hotel-text: Ἐπισκεφθῆτε τὸ ὅλοι. [581,2034,720,2050]
circular-signature: Ἀδαμάντιος Μ. Πέτσιος [164,1140,304,1155]
declaration-company-sub: Ἀσφαλιστικὴ Ἑταιρία [114,625,236,639]
coal-subheadline: ΤΗΣ ΔΗΜΑΡΧΙΑΣ [595,1547,789,1575]
declaration-company: Ἡ «ΑΝΑΤΟΛΗ» [122,603,228,619]
pharmacy-text: Μικροσκοπικὴ ἐξέτασις: δι' αἱματοζωάρια τοῦ Laveran πρὸς διάγνωσιν ἑλωδῶν πυρετῶν. [46,1860,304,1909]
article-text: Καὶ τοῦτο πρέπει νὰ προσέξωμεν ὅτι ἡ Βουλγαρία ἐγκατέλειψε τὴν πολιτικήν, ἣν μέχρι τοῦδε ἠκολούθησε, διότι βλέπει ὅτι ἡ Τουρκία εἶνε νεκρά, προσέτι δὲ εἶνε ἀνίκανος νὰ διοικήσῃ τὴν χώραν της. Καὶ καθὼς σήμερον δὲν εἶνε ἱκανὴ νὰ διοικήσῃ δὲν θὰ εἶνε ἱκανὴ καὶ αὔριον. Διὰ τοῦτο οἱ ἀπόστολοι πληθύνονται καὶ μόνον οἱ δολοφόνοι, οἱ ὁπλαρχηγοὶ δύνανται νὰ ζήσωσιν ἐκεῖ. [828,906,1042,1137]
dynamite-text: Ἐν τῷ σταθμῷ εὑρέθη ἡ ἐπιστολὴ δι' ἧς ὑπεδείχθη ὅτι τὰς βόμβας ἐτοποθέτησαν Βούλγαροι τοῦ ἐπαναστατικοῦ Κομιτάτου. [317,1016,556,1082]
divider [569,920,815,921]
declaration-headline: ΔΗΛΩΣΙΣ [123,448,227,476]
circular-salutation: Κύριοι, [58,764,104,780]
injury-text: «Ἐγράψαμεν προηγουμένως ὅτι οἱ Βλάχοι τῆς Λουμπνίτσης ἐξέδωκαν τὸν Ἀρχιερατικὸν ἐπίτροπον Γευγελῆς. Ἐκ τούτου διεγερθέντων τῶν Ἑλλήνων προπαγανδιστῶν, δύο ἐξ αὐτῶν ἐπλήγωσαν σοβαρῶς διὰ περιστρόφου τὸν Βλάχον διδάσκαλον Λουμπνίτσης. Οἱ δράσται συνελήφθησαν ἐνῷ διέπραττον τὴν δολοφονικὴν των πρᾶξιν». [317,1226,556,1407]
divider [317,630,556,631]
preparations-headline: ΠΡΟΕΤΟΙΜΑΣΙΑΙ [598,480,786,508]
circular-date: Ἐν Θεσσαλονίκῃ τῇ 1ῃ Ἀπριλίου 1911 [58,742,303,758]
hotel-text: Τὸ παρὰ τὴν προκυμαίαν νεόδμητον ξενοδοχεῖον ἡ «Δράμα» διευθυνόμενον ὑπὸ τοῦ κ. Τάκη Ἀγοραστοῦ Σερραίου εἶνε ἐφάμιλλον τῶν καλλιτέρων ξενοδοχείων τῆς πόλεώς μας. Δωμάτια εὐάερα, εὐήλια καὶ εὐπλια, πλήρης καθαριότης καὶ τιμαὶ μετριώταται. Ἕκαστος ἀπὸ ἐμοῦ νὰ δεχθῇ τὸ εὐτελέστερον παραγγελίας καὶ τὰ μόνα συστατικά του. [569,1846,815,2028]
china-headline: Η ΣΙΝΙΚΗ ΔΗΜΟΚΡΑΤΙΑ [1144,982,1471,1016]
top-rule [40,40,1566,42]
turkey-headline: ΤΑ ΕΝ ΤΟΥΡΚΙΑ [1193,676,1422,710]
readers-headline: ΠΡΟΣ ΤΟΥΣ [881,1479,990,1501]
dynamite-subheadline: ΑΠΟΠΕΙΡΑ ΙΣΤΙΠ [340,657,533,685]
love-subheadline: ΠΟΥ ΦΟΝΕΥΕΙ [607,1214,776,1242]
divider [46,1195,304,1199]
clinic-ad [1055,1752,1564,1873]
cabinet-headline: Ο ΚΑΤΑΡΤΙΣΜΟΣ ΤΟΥ ΥΠΟΥΡΓΕΙΟΥ [1148,123,1467,145]
